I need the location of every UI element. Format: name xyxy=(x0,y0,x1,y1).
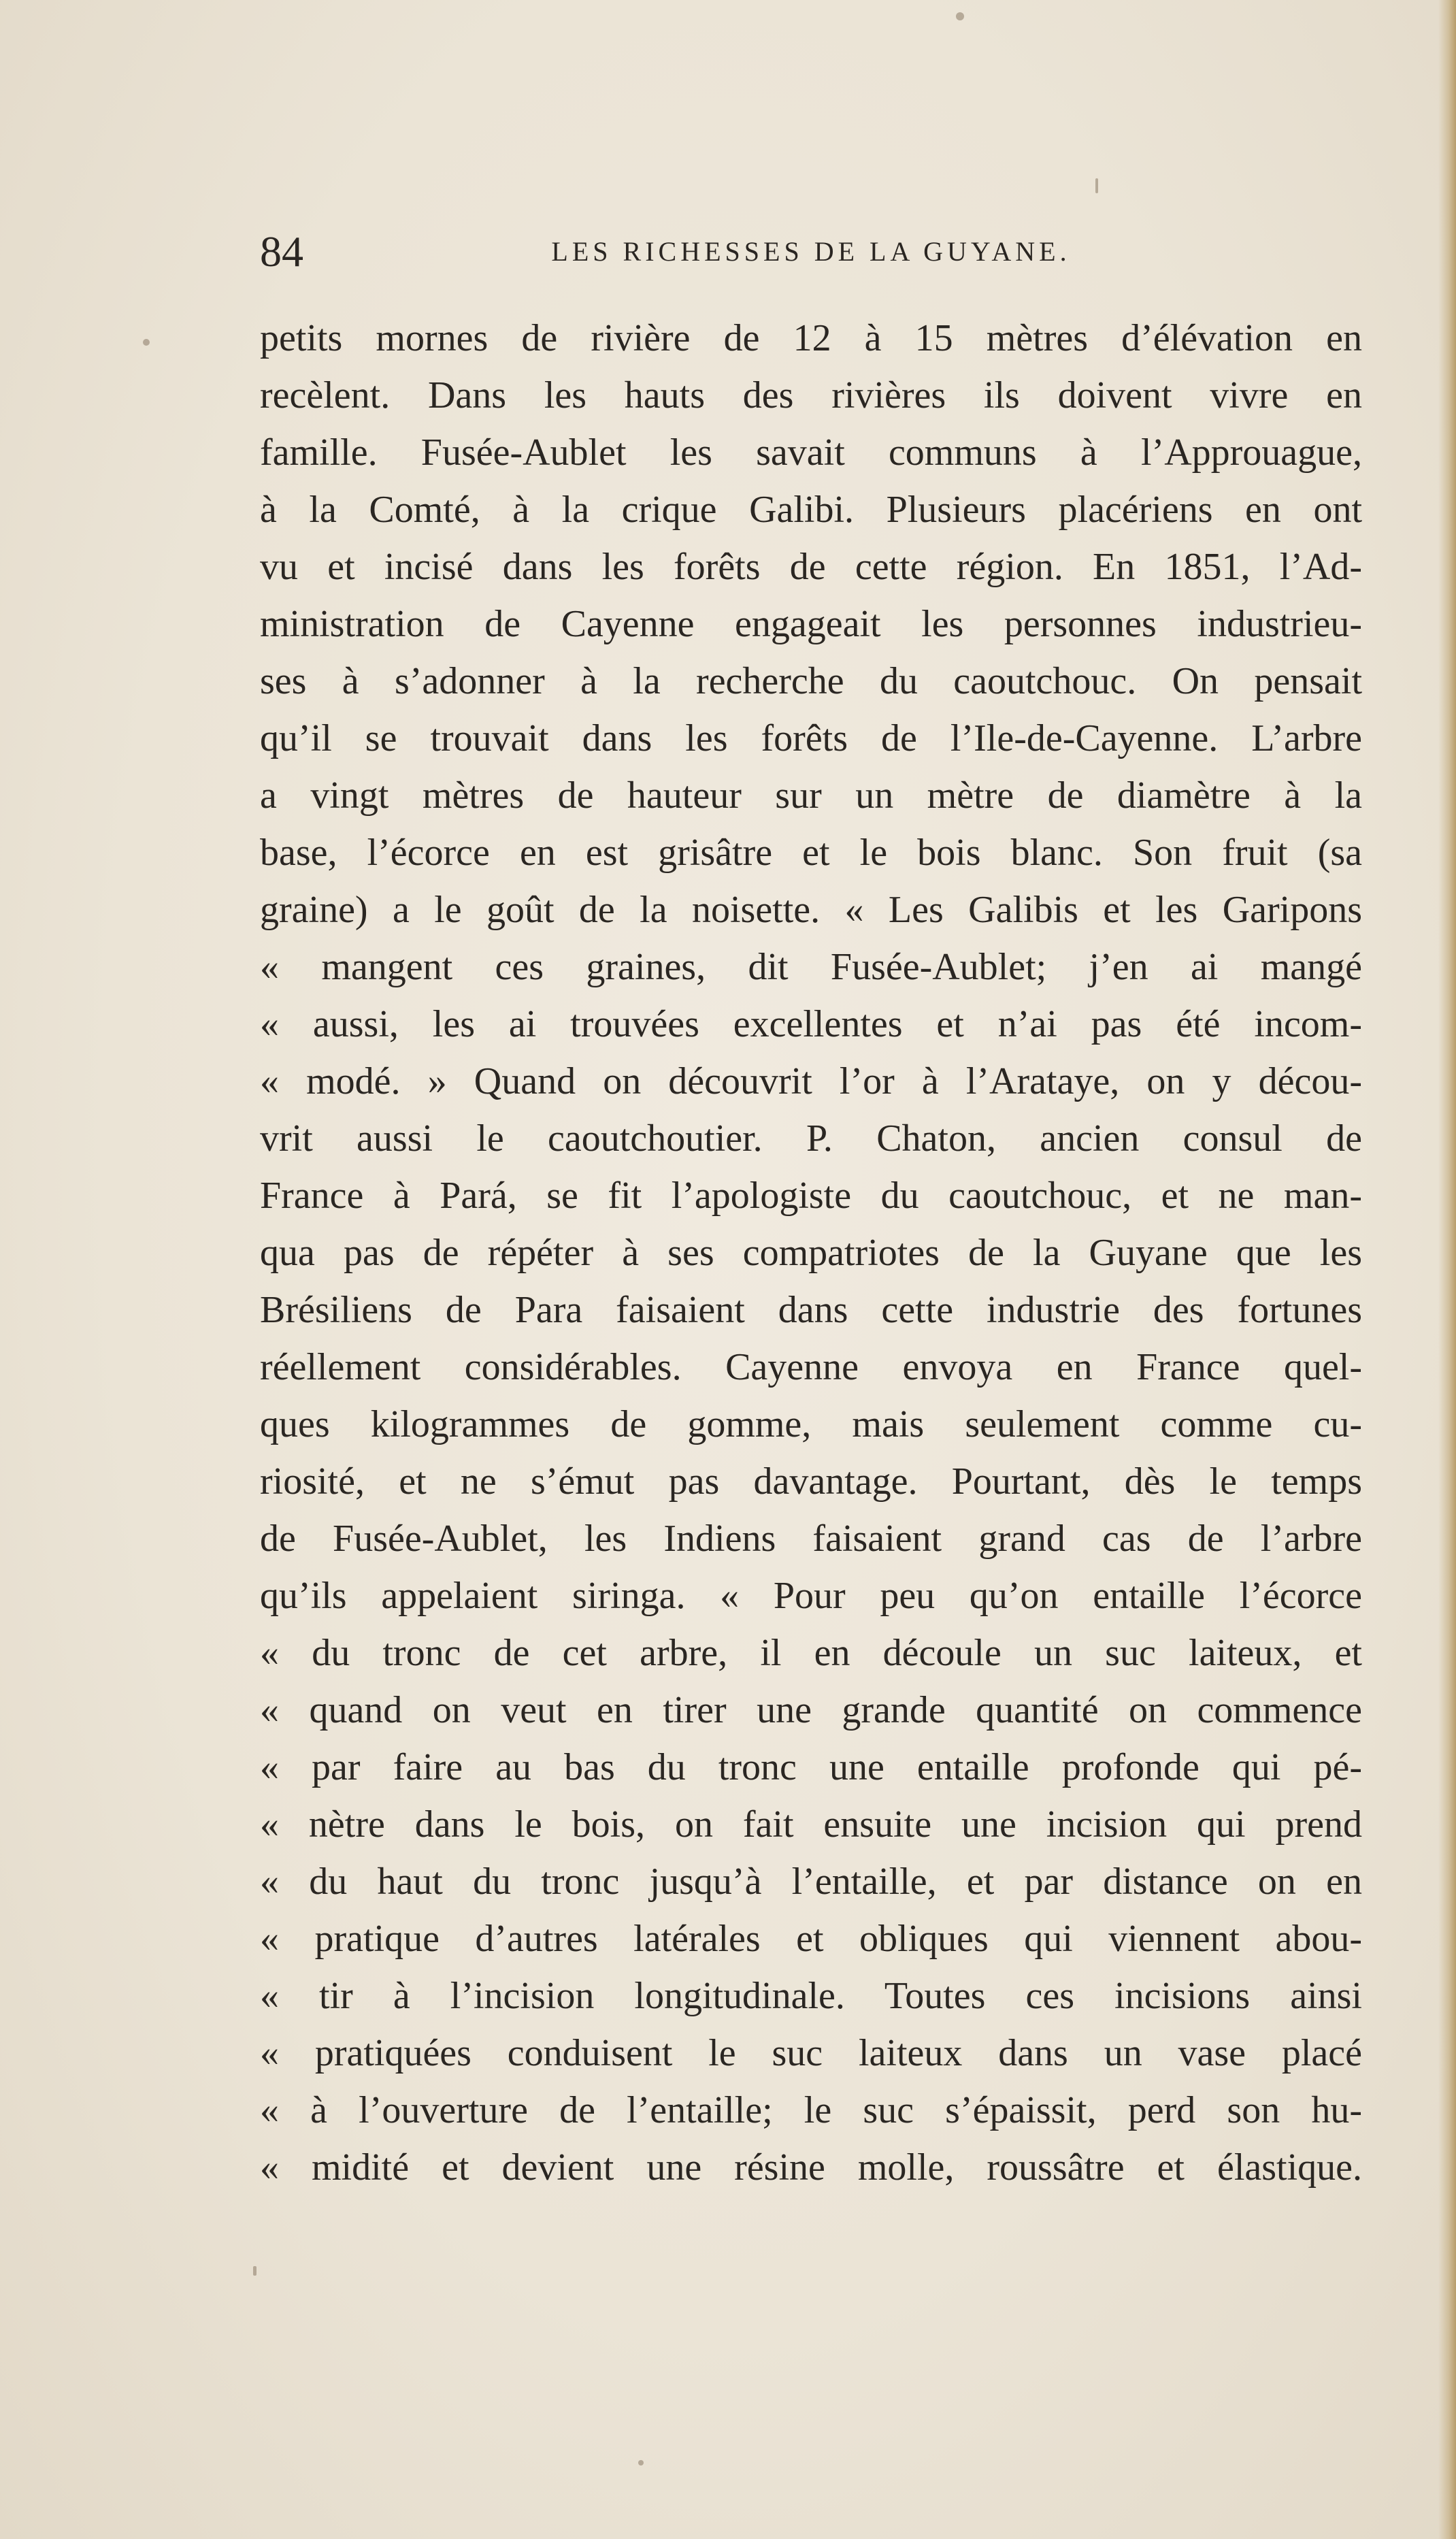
running-title: LES RICHESSES DE LA GUYANE. xyxy=(551,236,1071,267)
text-line: « midité et devient une résine molle, roussâtre et élastique. xyxy=(260,2146,1362,2189)
running-header xyxy=(260,225,1362,279)
text-line: petits mornes de rivière de 12 à 15 mètres d’élévation en xyxy=(260,317,1362,359)
text-line: Brésiliens de Para faisaient dans cette industrie des fortunes xyxy=(260,1289,1362,1331)
text-line: ministration de Cayenne engageait les personnes industrieu- xyxy=(260,603,1362,645)
paper-speck xyxy=(253,2266,257,2276)
text-line: vrit aussi le caoutchoutier. P. Chaton, ancien consul de xyxy=(260,1117,1362,1160)
text-line: France à Pará, se fit l’apologiste du caoutchouc, et ne man- xyxy=(260,1175,1362,1217)
text-line: « du haut du tronc jusqu’à l’entaille, et par distance on en xyxy=(260,1861,1362,1903)
text-line: recèlent. Dans les hauts des rivières ils doivent vivre en xyxy=(260,374,1362,416)
text-line: base, l’écorce en est grisâtre et le bois blanc. Son fruit (sa xyxy=(260,832,1362,874)
text-line: à la Comté, à la crique Galibi. Plusieurs placériens en ont xyxy=(260,489,1362,531)
text-line: « tir à l’incision longitudinale. Toutes ces incisions ainsi xyxy=(260,1975,1362,2017)
paper-speck xyxy=(956,12,964,20)
text-line: vu et incisé dans les forêts de cette région. En 1851, l’Ad- xyxy=(260,546,1362,588)
text-line: réellement considérables. Cayenne envoya en France quel- xyxy=(260,1346,1362,1388)
text-line: riosité, et ne s’émut pas davantage. Pourtant, dès le temps xyxy=(260,1460,1362,1503)
text-line: « aussi, les ai trouvées excellentes et n’ai pas été incom- xyxy=(260,1003,1362,1045)
text-line: de Fusée-Aublet, les Indiens faisaient grand cas de l’arbre xyxy=(260,1518,1362,1560)
text-line: « quand on veut en tirer une grande quantité on commence xyxy=(260,1689,1362,1731)
page-number: 84 xyxy=(260,227,303,276)
text-line: a vingt mètres de hauteur sur un mètre de diamètre à la xyxy=(260,774,1362,817)
paper-speck xyxy=(143,339,150,346)
text-line: « nètre dans le bois, on fait ensuite une incision qui prend xyxy=(260,1803,1362,1846)
text-line: qu’ils appelaient siringa. « Pour peu qu’on entaille l’écorce xyxy=(260,1575,1362,1617)
paper-speck xyxy=(1095,178,1098,193)
text-line: « modé. » Quand on découvrit l’or à l’Arataye, on y décou- xyxy=(260,1060,1362,1102)
text-line: « pratiquées conduisent le suc laiteux dans un vase placé xyxy=(260,2032,1362,2074)
text-line: graine) a le goût de la noisette. « Les Galibis et les Garipons xyxy=(260,889,1362,931)
body-text xyxy=(260,310,1362,2196)
text-line: « à l’ouverture de l’entaille; le suc s’épaissit, perd son hu- xyxy=(260,2089,1362,2131)
text-line: « par faire au bas du tronc une entaille profonde qui pé- xyxy=(260,1746,1362,1788)
text-line: ques kilogrammes de gomme, mais seulement comme cu- xyxy=(260,1403,1362,1445)
text-line: « du tronc de cet arbre, il en découle un suc laiteux, et xyxy=(260,1632,1362,1674)
text-line: qu’il se trouvait dans les forêts de l’Ile-de-Cayenne. L’arbre xyxy=(260,717,1362,759)
page-edge-shadow xyxy=(1438,0,1456,2539)
text-line: ses à s’adonner à la recherche du caoutchouc. On pensait xyxy=(260,660,1362,702)
paper-speck xyxy=(638,2460,644,2466)
text-line: famille. Fusée-Aublet les savait communs à l’Approuague, xyxy=(260,431,1362,474)
text-line: « pratique d’autres latérales et obliques qui viennent abou- xyxy=(260,1918,1362,1960)
text-line: qua pas de répéter à ses compatriotes de la Guyane que les xyxy=(260,1232,1362,1274)
text-line: « mangent ces graines, dit Fusée-Aublet; j’en ai mangé xyxy=(260,946,1362,988)
